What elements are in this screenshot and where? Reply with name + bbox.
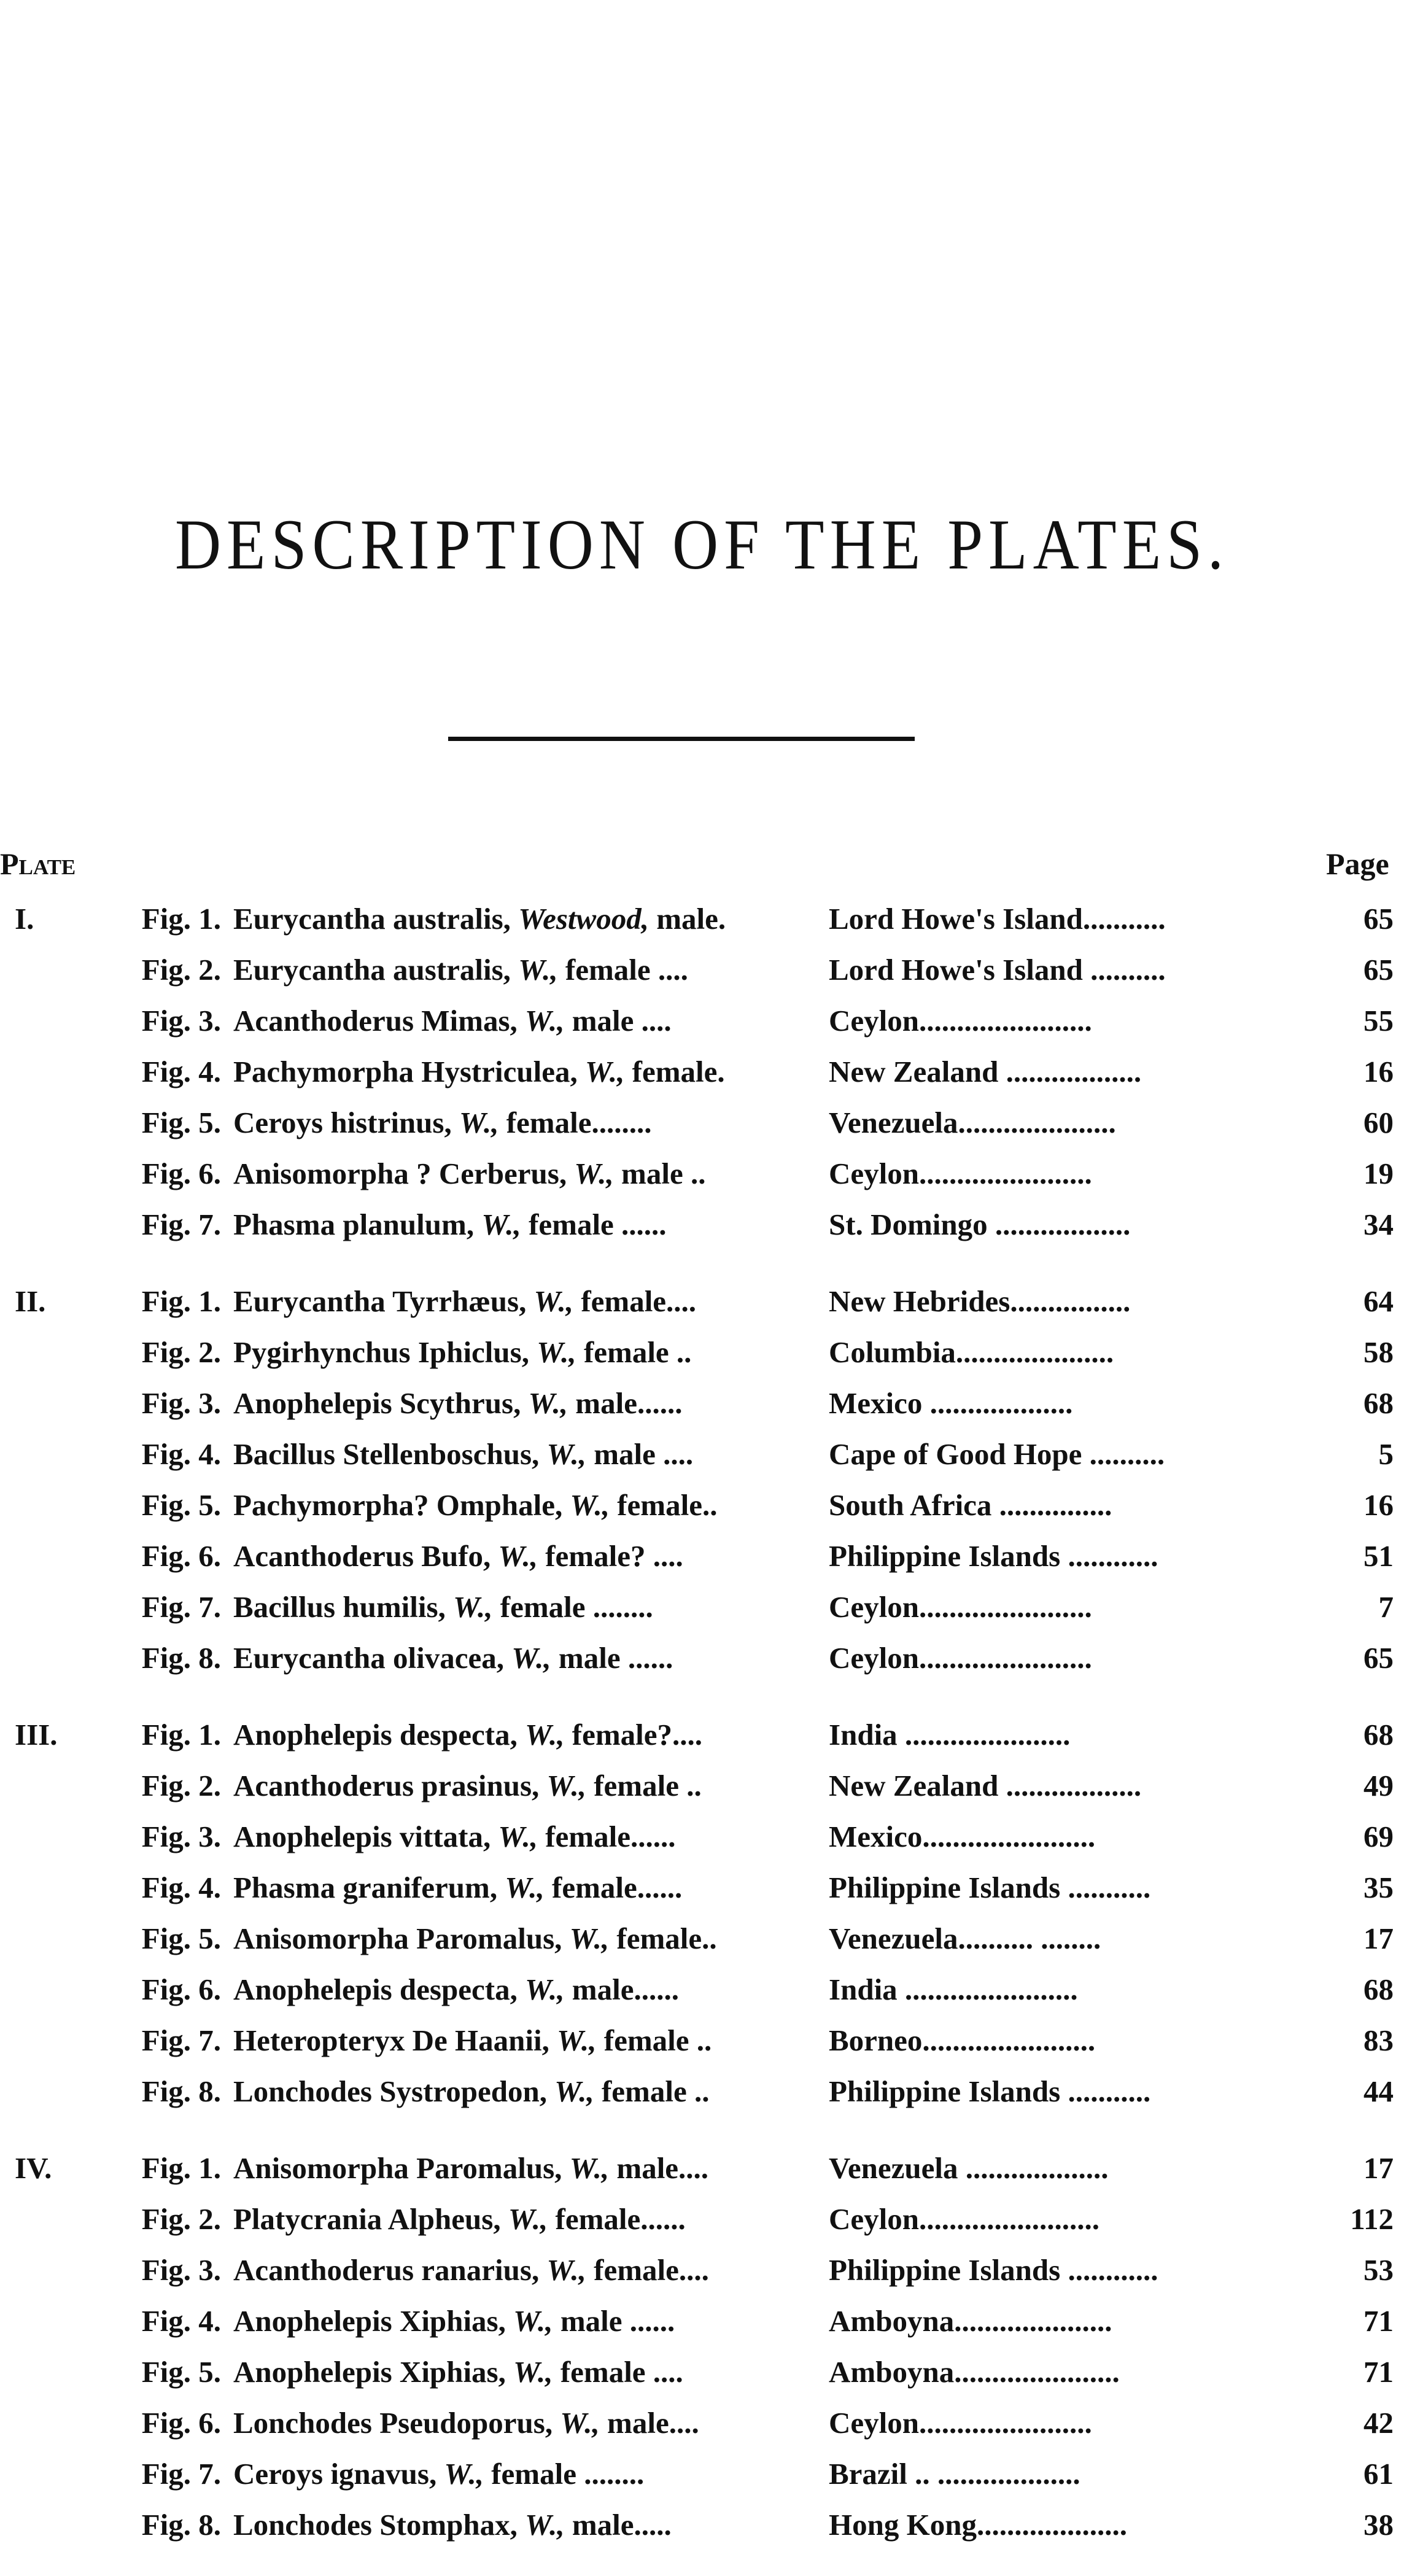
species-genus: Acanthoderus ranarius,	[233, 2253, 540, 2287]
species-author: W.,	[546, 1437, 586, 1471]
species-author: W.,	[453, 1590, 493, 1624]
species-author: W.,	[481, 1208, 521, 1241]
species-author: W.,	[533, 1284, 574, 1318]
species-genus: Platycrania Alpheus,	[233, 2202, 501, 2236]
species-genus: Lonchodes Stomphax,	[233, 2508, 518, 2542]
species-genus: Ceroys histrinus,	[233, 1106, 452, 1139]
species-genus: Anophelepis Xiphias,	[233, 2304, 506, 2338]
species-sex: male....	[607, 2406, 699, 2440]
species-name	[233, 1378, 804, 1429]
species-sex: male ......	[560, 2304, 675, 2338]
locality: Lord Howe's Island...........	[829, 902, 1166, 936]
page-number: 58	[1363, 1335, 1394, 1369]
figure-number: Fig. 1.	[141, 2151, 221, 2185]
species-name	[233, 995, 804, 1046]
species-name	[233, 2066, 804, 2117]
figure-row	[0, 1760, 1404, 1811]
locality: Amboyna.....................	[829, 2304, 1112, 2338]
species-sex: male ......	[558, 1641, 673, 1675]
species-sex: female ........	[491, 2457, 645, 2491]
figure-row	[0, 2143, 1404, 2194]
page-number: 16	[1363, 1055, 1394, 1088]
page-number: 64	[1363, 1284, 1394, 1318]
species-genus: Anisomorpha Paromalus,	[233, 2151, 562, 2185]
species-author: W.,	[498, 1539, 538, 1573]
figure-row	[0, 1581, 1404, 1632]
figure-number: Fig. 6.	[141, 1539, 221, 1573]
species-name	[233, 2397, 804, 2448]
species-genus: Anophelepis Scythrus,	[233, 1386, 521, 1420]
species-name	[233, 893, 804, 944]
species-genus: Lonchodes Pseudoporus,	[233, 2406, 553, 2440]
plate-group	[0, 1276, 1404, 1683]
figure-number: Fig. 3.	[141, 1004, 221, 1038]
species-author: W.,	[508, 2202, 548, 2236]
species-sex: female......	[555, 2202, 686, 2236]
species-sex: male......	[572, 1973, 679, 2006]
page-number: 65	[1363, 902, 1394, 936]
page-number: 68	[1363, 1386, 1394, 1420]
species-genus: Anophelepis despecta,	[233, 1973, 518, 2006]
plate-number: IV.	[15, 2151, 52, 2185]
locality: India ......................	[829, 1718, 1071, 1752]
species-name	[233, 2015, 804, 2066]
species-sex: female....	[581, 1284, 697, 1318]
species-genus: Anisomorpha Paromalus,	[233, 1922, 562, 1955]
species-author: W.,	[528, 1386, 568, 1420]
species-genus: Eurycantha australis,	[233, 902, 511, 936]
species-author: W.,	[557, 2023, 597, 2057]
locality: Venezuela ...................	[829, 2151, 1109, 2185]
page-title: DESCRIPTION OF THE PLATES.	[174, 505, 1230, 584]
figure-row	[0, 1964, 1404, 2015]
page-number: 69	[1363, 1820, 1394, 1853]
figure-row	[0, 2346, 1404, 2397]
species-sex: female ....	[560, 2355, 683, 2389]
figure-number: Fig. 4.	[141, 1871, 221, 1904]
species-sex: female ..	[601, 2074, 710, 2108]
page-number: 7	[1378, 1590, 1394, 1624]
figure-row	[0, 1530, 1404, 1581]
locality: New Zealand ..................	[829, 1769, 1142, 1802]
species-name	[233, 1276, 804, 1327]
locality: Venezuela.......... ........	[829, 1922, 1101, 1955]
species-genus: Acanthoderus Mimas,	[233, 1004, 518, 1038]
species-genus: Anophelepis Xiphias,	[233, 2355, 506, 2389]
figure-number: Fig. 4.	[141, 2304, 221, 2338]
figure-row	[0, 2448, 1404, 2499]
species-name	[233, 944, 804, 995]
figure-row	[0, 1480, 1404, 1530]
figure-number: Fig. 8.	[141, 2508, 221, 2542]
page-number: 65	[1363, 953, 1394, 987]
species-sex: female......	[545, 1820, 676, 1853]
locality: Philippine Islands ............	[829, 2253, 1158, 2287]
locality: Hong Kong....................	[829, 2508, 1127, 2542]
species-genus: Anophelepis vittata,	[233, 1820, 491, 1853]
locality: Borneo.......................	[829, 2023, 1096, 2057]
species-author: W.,	[546, 1769, 586, 1802]
locality: Amboyna......................	[829, 2355, 1120, 2389]
plate-group	[0, 893, 1404, 1250]
species-author: W.,	[444, 2457, 484, 2491]
figure-number: Fig. 7.	[141, 2023, 221, 2057]
species-genus: Eurycantha Tyrrhæus,	[233, 1284, 527, 1318]
page-number: 17	[1363, 1922, 1394, 1955]
species-author: W.,	[525, 1718, 565, 1752]
page-number: 112	[1350, 2202, 1394, 2236]
species-sex: female? ....	[545, 1539, 683, 1573]
figure-number: Fig. 3.	[141, 2253, 221, 2287]
species-author: W.,	[525, 2508, 565, 2542]
locality: India .......................	[829, 1973, 1078, 2006]
plate-number: I.	[15, 902, 34, 936]
figure-number: Fig. 1.	[141, 1284, 221, 1318]
figure-number: Fig. 7.	[141, 2457, 221, 2491]
page-number: 49	[1363, 1769, 1394, 1802]
figure-number: Fig. 6.	[141, 1157, 221, 1190]
species-author: W.,	[505, 1871, 545, 1904]
page-number: 83	[1363, 2023, 1394, 2057]
species-sex: female........	[506, 1106, 652, 1139]
species-genus: Ceroys ignavus,	[233, 2457, 437, 2491]
figure-row	[0, 2397, 1404, 2448]
locality: Philippine Islands ...........	[829, 2074, 1151, 2108]
page-number: 5	[1378, 1437, 1394, 1471]
locality: Mexico ...................	[829, 1386, 1073, 1420]
figure-number: Fig. 2.	[141, 953, 221, 987]
figure-row	[0, 944, 1404, 995]
species-name	[233, 1760, 804, 1811]
species-name	[233, 1199, 804, 1250]
figure-number: Fig. 4.	[141, 1055, 221, 1088]
locality: Cape of Good Hope ..........	[829, 1437, 1165, 1471]
page-number: 17	[1363, 2151, 1394, 2185]
species-author: W.,	[513, 2355, 553, 2389]
species-genus: Pygirhynchus Iphiclus,	[233, 1335, 529, 1369]
figure-row	[0, 2499, 1404, 2550]
species-sex: male ....	[594, 1437, 694, 1471]
species-sex: female ..	[603, 2023, 712, 2057]
page-number: 55	[1363, 1004, 1394, 1038]
species-name	[233, 1148, 804, 1199]
figure-row	[0, 1429, 1404, 1480]
locality: Mexico.......................	[829, 1820, 1096, 1853]
species-name	[233, 2244, 804, 2295]
locality: Philippine Islands ............	[829, 1539, 1158, 1573]
figure-row	[0, 2295, 1404, 2346]
figure-row	[0, 1862, 1404, 1913]
species-sex: male......	[575, 1386, 683, 1420]
species-author: W.,	[569, 1922, 610, 1955]
figure-row	[0, 1632, 1404, 1683]
figure-row	[0, 1913, 1404, 1964]
species-sex: female..	[616, 1922, 717, 1955]
species-name	[233, 1429, 804, 1480]
species-name	[233, 1046, 804, 1097]
species-author: W.,	[570, 1488, 610, 1522]
species-genus: Anophelepis despecta,	[233, 1718, 518, 1752]
species-name	[233, 2499, 804, 2550]
figure-number: Fig. 8.	[141, 2074, 221, 2108]
page-number: 65	[1363, 1641, 1394, 1675]
page-number: 61	[1363, 2457, 1394, 2491]
species-genus: Anisomorpha ? Cerberus,	[233, 1157, 567, 1190]
figure-row	[0, 2194, 1404, 2244]
species-name	[233, 2295, 804, 2346]
species-genus: Phasma graniferum,	[233, 1871, 498, 1904]
figure-row	[0, 1709, 1404, 1760]
species-name	[233, 1530, 804, 1581]
species-author: W.,	[525, 1004, 565, 1038]
figure-number: Fig. 8.	[141, 1641, 221, 1675]
page-number: 68	[1363, 1973, 1394, 2006]
page-number: 53	[1363, 2253, 1394, 2287]
species-sex: male....	[616, 2151, 709, 2185]
species-name	[233, 1964, 804, 2015]
plates-list	[0, 893, 1404, 2576]
figure-number: Fig. 5.	[141, 2355, 221, 2389]
species-genus: Phasma planulum,	[233, 1208, 475, 1241]
figure-row	[0, 1378, 1404, 1429]
species-author: Westwood,	[518, 902, 649, 936]
figure-number: Fig. 3.	[141, 1820, 221, 1853]
figure-row	[0, 2244, 1404, 2295]
figure-number: Fig. 4.	[141, 1437, 221, 1471]
figure-number: Fig. 7.	[141, 1590, 221, 1624]
species-name	[233, 1581, 804, 1632]
page-number: 42	[1363, 2406, 1394, 2440]
species-name	[233, 1480, 804, 1530]
figure-row	[0, 2066, 1404, 2117]
figure-row	[0, 1199, 1404, 1250]
species-sex: male ....	[572, 1004, 672, 1038]
figure-number: Fig. 2.	[141, 2202, 221, 2236]
species-genus: Lonchodes Systropedon,	[233, 2074, 548, 2108]
species-name	[233, 1709, 804, 1760]
page-number: 68	[1363, 1718, 1394, 1752]
species-genus: Pachymorpha? Omphale,	[233, 1488, 563, 1522]
species-name	[233, 2143, 804, 2194]
figure-number: Fig. 3.	[141, 1386, 221, 1420]
species-sex: male.....	[572, 2508, 672, 2542]
locality: New Zealand ..................	[829, 1055, 1142, 1088]
page-number: 71	[1363, 2355, 1394, 2389]
figure-number: Fig. 2.	[141, 1335, 221, 1369]
figure-number: Fig. 6.	[141, 2406, 221, 2440]
species-name	[233, 1327, 804, 1378]
figure-row	[0, 1046, 1404, 1097]
plate-number: III.	[15, 1718, 58, 1752]
species-name	[233, 2448, 804, 2499]
species-author: W.,	[584, 1055, 625, 1088]
locality: Lord Howe's Island ..........	[829, 953, 1166, 987]
species-sex: female ........	[500, 1590, 653, 1624]
species-genus: Bacillus humilis,	[233, 1590, 446, 1624]
species-genus: Heteropteryx De Haanii,	[233, 2023, 549, 2057]
species-sex: female....	[594, 2253, 709, 2287]
locality: Ceylon.......................	[829, 2406, 1092, 2440]
species-sex: female ..	[583, 1335, 692, 1369]
plate-column-header: Plate	[0, 847, 76, 881]
locality: Ceylon.......................	[829, 1641, 1092, 1675]
species-author: W.,	[511, 1641, 551, 1675]
locality: Brazil .. ...................	[829, 2457, 1080, 2491]
figure-row	[0, 893, 1404, 944]
species-author: W.,	[459, 1106, 499, 1139]
species-author: W.,	[554, 2074, 594, 2108]
page-number: 35	[1363, 1871, 1394, 1904]
figure-number: Fig. 5.	[141, 1106, 221, 1139]
species-name	[233, 1097, 804, 1148]
figure-number: Fig. 5.	[141, 1488, 221, 1522]
species-author: W.,	[560, 2406, 600, 2440]
species-name	[233, 2346, 804, 2397]
species-author: W.,	[498, 1820, 538, 1853]
page-number: 60	[1363, 1106, 1394, 1139]
page-number: 16	[1363, 1488, 1394, 1522]
species-sex: male ..	[621, 1157, 706, 1190]
figure-number: Fig. 5.	[141, 1922, 221, 1955]
species-genus: Bacillus Stellenboschus,	[233, 1437, 540, 1471]
figure-number: Fig. 7.	[141, 1208, 221, 1241]
species-sex: male.	[656, 902, 726, 936]
figure-number: Fig. 1.	[141, 902, 221, 936]
figure-number: Fig. 1.	[141, 1718, 221, 1752]
figure-row	[0, 1276, 1404, 1327]
page-number: 51	[1363, 1539, 1394, 1573]
species-sex: female ....	[565, 953, 688, 987]
figure-row	[0, 1148, 1404, 1199]
species-author: W.,	[513, 2304, 553, 2338]
title-rule	[448, 737, 915, 741]
species-author: W.,	[537, 1335, 576, 1369]
page-number: 19	[1363, 1157, 1394, 1190]
page-number: 44	[1363, 2074, 1394, 2108]
species-sex: female?....	[572, 1718, 703, 1752]
page-column-header: Page	[1326, 847, 1389, 881]
locality: Venezuela.....................	[829, 1106, 1116, 1139]
figure-row	[0, 1811, 1404, 1862]
species-sex: female ..	[594, 1769, 702, 1802]
page-number: 38	[1363, 2508, 1394, 2542]
figure-number: Fig. 2.	[141, 1769, 221, 1802]
locality: Ceylon........................	[829, 2202, 1100, 2236]
species-genus: Pachymorpha Hystriculea,	[233, 1055, 578, 1088]
species-sex: female.	[632, 1055, 725, 1088]
figure-row	[0, 2015, 1404, 2066]
species-name	[233, 2194, 804, 2244]
species-genus: Eurycantha australis,	[233, 953, 511, 987]
locality: St. Domingo ..................	[829, 1208, 1131, 1241]
figure-number: Fig. 6.	[141, 1973, 221, 2006]
plate-number: II.	[15, 1284, 46, 1318]
plate-group	[0, 2143, 1404, 2550]
species-author: W.,	[574, 1157, 614, 1190]
species-genus: Eurycantha olivacea,	[233, 1641, 504, 1675]
species-genus: Acanthoderus prasinus,	[233, 1769, 540, 1802]
species-sex: female......	[552, 1871, 683, 1904]
locality: Columbia.....................	[829, 1335, 1114, 1369]
locality: South Africa ...............	[829, 1488, 1112, 1522]
species-author: W.,	[518, 953, 558, 987]
figure-row	[0, 1097, 1404, 1148]
species-genus: Acanthoderus Bufo,	[233, 1539, 491, 1573]
species-name	[233, 1913, 804, 1964]
locality: Ceylon.......................	[829, 1590, 1092, 1624]
page-number: 34	[1363, 1208, 1394, 1241]
figure-row	[0, 1327, 1404, 1378]
plate-group	[0, 1709, 1404, 2117]
locality: Ceylon.......................	[829, 1004, 1092, 1038]
locality: New Hebrides................	[829, 1284, 1131, 1318]
species-sex: female..	[617, 1488, 718, 1522]
locality: Ceylon.......................	[829, 1157, 1092, 1190]
species-author: W.,	[525, 1973, 565, 2006]
locality: Philippine Islands ...........	[829, 1871, 1151, 1904]
species-author: W.,	[546, 2253, 586, 2287]
species-author: W.,	[569, 2151, 610, 2185]
species-name	[233, 1811, 804, 1862]
figure-row	[0, 995, 1404, 1046]
page-number: 71	[1363, 2304, 1394, 2338]
species-name	[233, 1632, 804, 1683]
species-name	[233, 1862, 804, 1913]
species-sex: female ......	[529, 1208, 667, 1241]
